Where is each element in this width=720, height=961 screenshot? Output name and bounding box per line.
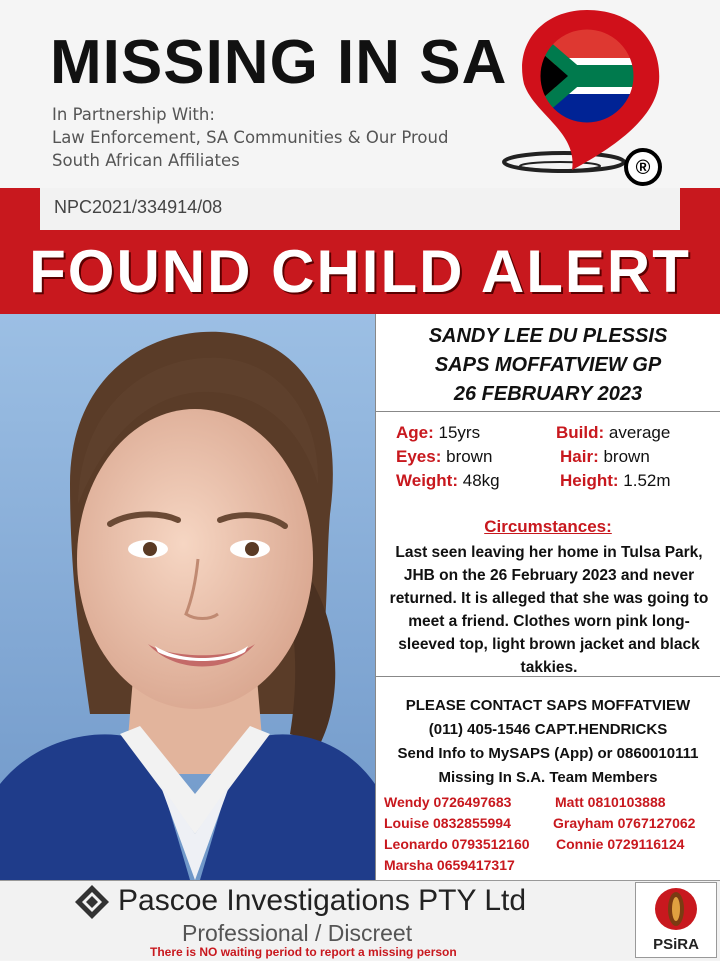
stat-label: Age:: [396, 423, 434, 442]
circumstances-heading: Circumstances:: [484, 517, 612, 536]
partner-line: Law Enforcement, SA Communities & Our Proud: [52, 128, 449, 147]
stat-height: [560, 469, 671, 492]
stat-value: brown: [446, 447, 493, 466]
psira-shield-icon: [636, 883, 716, 957]
stat-build: [556, 421, 670, 444]
stat-age: [396, 421, 480, 444]
stat-value: brown: [603, 447, 650, 466]
registered-mark: ®: [635, 157, 651, 179]
stat-value: 48kg: [462, 471, 500, 490]
found-date: 26 FEBRUARY 2023: [453, 383, 643, 405]
portrait-image: [0, 314, 375, 880]
contact-info: [376, 694, 720, 790]
psira-wordmark: PSiRA: [653, 936, 699, 953]
stat-value: average: [608, 423, 671, 442]
stat-value: 15yrs: [438, 423, 481, 442]
child-photo: [0, 314, 375, 880]
contact-line: Missing In S.A. Team Members: [438, 769, 658, 786]
team-member: Grayham 0767127062: [553, 815, 696, 831]
npc-number: NPC2021/334914/08: [54, 197, 223, 217]
psira-logo: [635, 882, 717, 958]
partner-line: South African Affiliates: [52, 151, 240, 170]
company-tagline: Professional / Discreet: [182, 920, 413, 946]
company-name: Pascoe Investigations PTY Ltd: [118, 884, 527, 917]
police-station: SAPS MOFFATVIEW GP: [434, 354, 662, 376]
contact-line: PLEASE CONTACT SAPS MOFFATVIEW: [405, 697, 691, 714]
stat-label: Hair:: [560, 447, 599, 466]
person-summary: [376, 322, 720, 409]
stat-label: Build:: [556, 423, 605, 442]
divider: [375, 411, 720, 412]
stat-label: Eyes:: [396, 447, 442, 466]
found-child-alert-heading: FOUND CHILD ALERT: [29, 238, 691, 305]
team-member: Leonardo 0793512160: [384, 836, 530, 852]
brand-title: MISSING IN SA: [50, 28, 508, 97]
contact-line: (011) 405-1546 CAPT.HENDRICKS: [428, 721, 668, 738]
team-member: Louise 0832855994: [384, 815, 511, 831]
circumstances-text: Last seen leaving her home in Tulsa Park, JHB on the 26 February 2023 and never returned. It is alleged that she was going to meet a friend. Clothes worn pink long-sleeved top, light brown jacket and black takkies.: [389, 544, 709, 676]
contact-line: Send Info to MySAPS (App) or 0860010111: [397, 745, 699, 762]
stat-weight: [396, 469, 500, 492]
partnership-text: [52, 103, 448, 172]
team-member: Connie 0729116124: [556, 836, 685, 852]
team-member: Wendy 0726497683: [384, 794, 512, 810]
person-name: SANDY LEE DU PLESSIS: [428, 325, 668, 347]
stat-label: Height:: [560, 471, 619, 490]
stat-label: Weight:: [396, 471, 459, 490]
stat-hair: [560, 445, 650, 468]
partner-line: In Partnership With:: [52, 105, 215, 124]
sa-flag-map-pin-icon: [494, 2, 684, 192]
no-waiting-notice: There is NO waiting period to report a missing person: [150, 945, 457, 959]
pascoe-logo-icon: [74, 884, 110, 920]
team-member: Marsha 0659417317: [384, 857, 515, 873]
stat-eyes: [396, 445, 492, 468]
team-member: Matt 0810103888: [555, 794, 666, 810]
stat-value: 1.52m: [623, 471, 671, 490]
